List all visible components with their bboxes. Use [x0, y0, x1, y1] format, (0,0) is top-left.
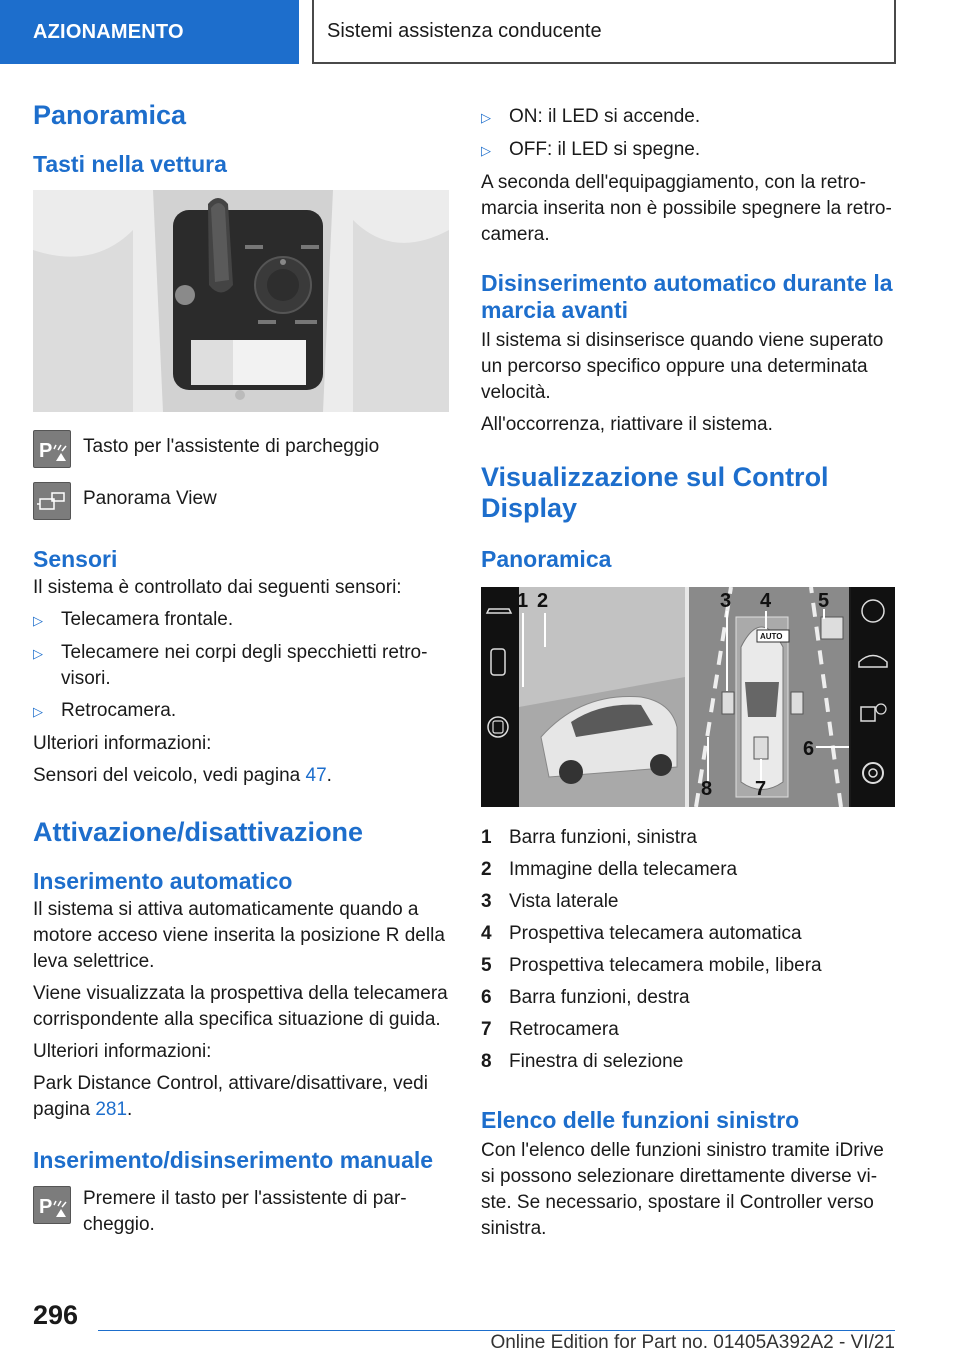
callout-4: 4 [760, 590, 772, 612]
heading-overview: Panoramica [33, 100, 187, 130]
legend-item: 1 Barra funzioni, sinistra [481, 827, 697, 848]
sensors-reference: Sensori del veicolo, vedi pagina 47. [33, 765, 332, 786]
list-item: ▷ Retrocamera. [33, 698, 449, 725]
sensor-list [33, 607, 449, 725]
heading-manual: Inserimento/disinserimento manuale [33, 1147, 434, 1173]
svg-text:P: P [39, 1196, 53, 1218]
pdc-reference: Park Distance Control, attivare/disattivare, vedi pagina 281. [33, 1073, 428, 1120]
heading-auto-on: Inserimento automatico [33, 868, 293, 894]
right-function-bar [851, 587, 895, 807]
center-console-photo [33, 190, 449, 412]
heading-auto-off: Disinserimento automatico durante la marcia avanti [481, 270, 893, 323]
auto-on-text: Il sistema si attiva automaticamente quando a motore acceso viene inserita la posizione R della leva selettrice. [33, 899, 445, 972]
edition-note: Online Edition for Part no. 01405A392A2 - VI/21 [490, 1332, 895, 1353]
park-assist-label: Tasto per l'assistente di parcheggio [83, 436, 380, 457]
callout-2: 2 [537, 590, 549, 612]
side-view-area [689, 587, 849, 807]
bullet-triangle-icon: ▷ [481, 143, 491, 158]
led-note: A seconda dell'equipaggiamento, con la retromarcia inserita non è possibile spegnere la retrocamera. [481, 172, 892, 245]
park-assist-icon [33, 430, 71, 468]
panorama-view-icon [33, 482, 71, 520]
auto-badge: AUTO [760, 632, 783, 641]
auto-on-text-2: Viene visualizzata la prospettiva della telecamera corrispondente alla specifica situazione di guida. [33, 983, 448, 1030]
list-item: ▷ Telecamere nei corpi degli specchietti retrovisori. [33, 640, 449, 692]
callout-8: 8 [701, 778, 713, 800]
left-menu-text: Con l'elenco delle funzioni sinistro tramite iDrive si possono selezionare direttamente diverse viste. Se necessario, spostare il Controller verso sinistra. [481, 1140, 884, 1239]
auto-off-text-2: All'occorrenza, riattivare il sistema. [481, 414, 773, 435]
auto-off-text: Il sistema si disinserisce quando viene superato un percorso specifico oppure una determinata velocità. [481, 330, 884, 403]
camera-view-svg [481, 587, 895, 807]
panorama-view-label: Panorama View [83, 488, 217, 509]
callout-7: 7 [755, 778, 767, 800]
bullet-triangle-icon: ▷ [33, 646, 43, 661]
legend-item: 5 Prospettiva telecamera mobile, libera [481, 955, 822, 976]
page-number: 296 [33, 1300, 79, 1330]
heading-display: Visualizzazione sul Control Display [481, 462, 829, 523]
more-info-label: Ulteriori informazioni: [33, 733, 212, 754]
heading-sensors: Sensori [33, 546, 118, 572]
manual-instruction-row [33, 1186, 449, 1238]
footer-divider [98, 1330, 895, 1331]
callout-3: 3 [720, 590, 732, 612]
manual-text: Premere il tasto per l'assistente di parcheggio. [83, 1188, 407, 1235]
panorama-view-button-row [33, 482, 449, 520]
heading-activation: Attivazione/disattivazione [33, 817, 364, 847]
page-link-47[interactable]: 47 [305, 765, 327, 786]
list-item: ▷ Telecamera frontale. [33, 607, 449, 634]
legend-item: 8 Finestra di selezione [481, 1051, 684, 1072]
led-list [481, 104, 897, 164]
sensors-intro: Il sistema è controllato dai seguenti sensori: [33, 577, 402, 598]
list-item: ▷ OFF: il LED si spegne. [481, 137, 897, 164]
list-item: ▷ ON: il LED si accende. [481, 104, 897, 131]
legend-item: 4 Prospettiva telecamera automatica [481, 923, 802, 944]
bullet-triangle-icon: ▷ [33, 613, 43, 628]
left-function-bar [481, 587, 519, 807]
park-assist-icon [33, 1186, 71, 1224]
legend-item: 3 Vista laterale [481, 891, 619, 912]
legend-item: 6 Barra funzioni, destra [481, 987, 690, 1008]
chapter-title: Sistemi assistenza conducente [312, 0, 896, 64]
bullet-triangle-icon: ▷ [481, 110, 491, 125]
heading-left-menu: Elenco delle funzioni sinistro [481, 1107, 800, 1133]
park-assist-button-row [33, 430, 449, 468]
callout-6: 6 [803, 738, 815, 760]
center-console-illustration [33, 190, 449, 412]
display-legend [481, 825, 897, 1075]
bullet-triangle-icon: ▷ [33, 704, 43, 719]
section-tab[interactable]: AZIONAMENTO [0, 0, 299, 64]
right-column [481, 104, 897, 1248]
control-display-illustration [481, 587, 895, 807]
legend-item: 7 Retrocamera [481, 1019, 619, 1040]
heading-buttons: Tasti nella vettura [33, 151, 227, 177]
left-column [33, 100, 449, 1252]
legend-item: 2 Immagine della telecamera [481, 859, 738, 880]
page-link-281[interactable]: 281 [95, 1099, 128, 1120]
callout-1: 1 [517, 590, 529, 612]
heading-overview-2: Panoramica [481, 546, 612, 572]
more-info-label-2: Ulteriori informazioni: [33, 1041, 212, 1062]
camera-image-area [519, 587, 685, 807]
svg-text:P: P [39, 440, 53, 462]
callout-5: 5 [818, 590, 830, 612]
